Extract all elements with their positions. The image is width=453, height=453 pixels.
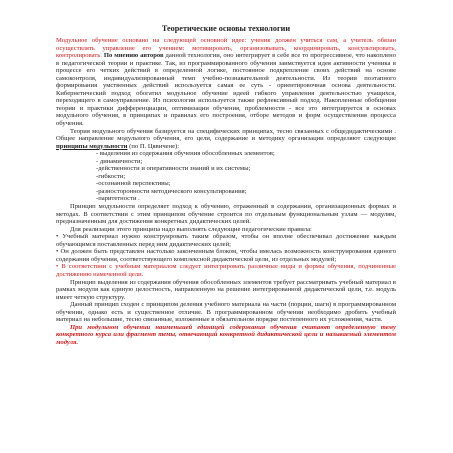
paragraph-text: данной технологии, оно интегрирует в себе все то прогрессивное, что накоплено в педагогической теории и практике. Так, из программированного обучения заимствуется идея активности ученика в процессе его четких действий в определенной логике, постоянное подкрепление своих действий на основе самоконтроля, индивидуализированный темп учебно-познавательной деятельности. Из теории поэтапного формирования умственных действий используется самая ее суть - ориентировочная основа деятельности. Кибернетический подход обогатил модульное обучение идеей гибкого управления деятельностью учащихся, переходящего в самоуправление. Из психологии используется также рефлексивный подход. Накопленные обобщения теории и практики дифференциации, оптимизации обучения, проблемности - все это интегрируется в основах модульного обучения, в принципах и правилах его построения, отборе методов и форм осуществления процесса обучения. xyxy=(56,52,396,128)
list-item: -действенности и оперативности знаний и их системы; xyxy=(96,165,251,173)
list-item: -разносторонности методического консультирования; xyxy=(96,187,247,195)
list-item: - динамичности; xyxy=(96,157,143,165)
list-item: -осознанной перспективы; xyxy=(96,180,171,188)
paragraph-elements: Принцип выделения из содержания обучения обособленных элементов требует рассматривать учебный материал в рамках модуля как единую целостность, направленную на решение интегрированной дидактической цели, т.е. модуль имеет четкую структуру. xyxy=(56,278,396,301)
bullet-item: • Учебный материал нужно конструировать таким образом, чтобы он вполне обеспечивал достижение каждым обучающимся поставленных перед ним дидактических целей; xyxy=(56,233,396,248)
paragraph-comparison: Данный принцип сходен с принципом деления учебного материала на части (порции, шаги) в программированном обучении, однако есть и существенное отличие. В программированном обучении необходимо дробить учебный материал на небольшие, тесно связанные, изложенные в обязательном порядке постепенного их усложнения, части. xyxy=(56,301,396,324)
paragraph-modularity: Принцип модульности определяет подход к обучению, отраженный в содержании, организационных формах и методах. В соответствии с этим принципом обучение строится по отдельным функциональным узлам — модулям, предназначенным для достижения конкретных дидактических целей. xyxy=(56,203,396,226)
paragraph-principles xyxy=(56,128,396,151)
list-item: -паритетности . xyxy=(96,195,140,203)
paragraph-intro xyxy=(56,37,396,128)
emphasis-text: принципы модульности xyxy=(56,142,128,150)
paragraph-rules-intro: Для реализации этого принципа надо выполнять следующие педагогические правила: xyxy=(70,225,312,233)
paragraph-text: (по П. Цявичене): xyxy=(127,142,180,150)
principles-list xyxy=(56,150,396,203)
bullet-item: • В соответствии с учебным материалом следует интегрировать различные виды и формы обучения, подчиненные достижению намеченной цели. xyxy=(56,263,396,278)
paragraph-module-element: При модульном обучении наименьшей единицей содержания обучения считают определенную тему конкретного курса или фрагмент темы, отвечающий конкретной дидактической цели и называемый элементом модуля. xyxy=(56,323,396,346)
list-item: - выделения из содержания обучения обособленных элементов; xyxy=(96,150,275,158)
list-item: -гибкости; xyxy=(96,172,126,180)
emphasis-text: По мнению авторов xyxy=(101,52,164,60)
document-page xyxy=(56,24,396,346)
page-title: Теоретические основы технологии xyxy=(161,24,291,33)
red-highlighted-text: Модульное обучение основано на следующей основной идее: ученик должен учиться сам, а учитель обязан осуществлять управление его учением: мотивировать, организовывать, координировать, консультировать, контролировать. xyxy=(56,37,396,60)
bullet-item: • Он должен быть представлен настолько законченным блоком, чтобы имелась возможность конструирования единого содержания обучения, соответствующего комплексной дидактической цели, из отдельных модулей; xyxy=(56,248,396,263)
paragraph-text: Теория модульного обучения базируется на специфических принципах, тесно связанных с общедидактическими . Общее направление модульного обучения, его цели, содержание и методику организации определяют следующие xyxy=(56,127,396,143)
